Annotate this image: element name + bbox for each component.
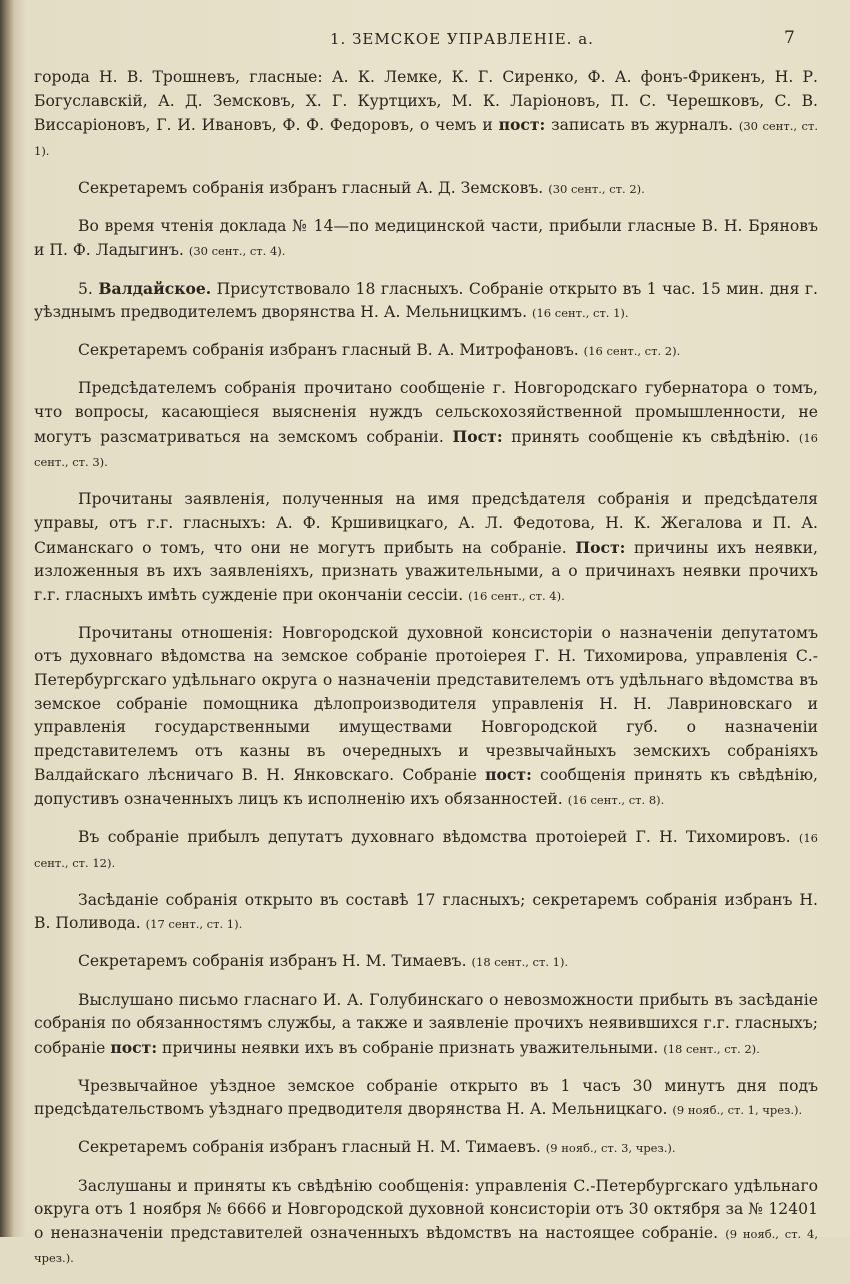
paragraph-text: принять сообщеніе къ свѣдѣнію. (502, 427, 799, 446)
paragraph-text: 5. (78, 279, 99, 298)
paragraph-text: Секретаремъ собранія избранъ Н. М. Тимаевъ. (78, 952, 472, 971)
running-head: 1. ЗЕМСКОЕ УПРАВЛЕНІЕ. а. (330, 30, 594, 48)
reference-note: (16 сент., ст. 4). (468, 588, 565, 603)
page-number: 7 (784, 28, 795, 48)
paragraph (34, 277, 818, 326)
paragraph-text: записать въ журналъ. (545, 116, 739, 135)
reference-note: (17 сент., ст. 1). (145, 917, 243, 932)
paragraph-text: Присутствовало 18 гласныхъ. Собраніе открыто въ 1 час. 15 мин. дня г. уѣзднымъ предводителемъ дворянства Н. А. Мельницкимъ. (34, 279, 819, 322)
resolution-mark: пост: (485, 765, 532, 785)
paragraph-text: Засѣданіе собранія открыто въ составѣ 17 гласныхъ; секретаремъ собранія избранъ Н. В. Поливода. (34, 890, 818, 933)
resolution-mark: Пост: (452, 426, 503, 446)
paragraph-text: Прочитаны заявленія, полученныя на имя предсѣдателя собранія и предсѣдателя управы, отъ г.г. гласныхъ: А. Ф. Кршивицкаго, А. Л. Федотова, Н. К. Жегалова и П. А. Симанскаго о томъ, что они не могутъ прибыть на собраніе. (34, 490, 818, 557)
page-body (34, 66, 818, 1284)
resolution-mark: пост: (498, 115, 546, 135)
reference-note: (30 сент., ст. 1). (34, 119, 819, 158)
paragraph-text: Прочитаны отношенія: Новгородской духовной консисторіи о назначеніи депутатомъ отъ духовнаго вѣдомства на земское собраніе протоіерея Г. Н. Тихомирова, управленія С.-Петербургскаго удѣльнаго округа о назначеніи представителемъ отъ удѣльнаго вѣдомства въ земское собраніе помощника дѣлопроизводителя управленія Н. Н. Лавриновскаго и управленія государственными имуществами Новгородской губ. о назначеніи представителемъ отъ казны въ очередныхъ и чрезвычайныхъ земскихъ собраніяхъ Валдайскаго лѣсничаго В. Н. Янковскаго. Собраніе (34, 623, 818, 785)
reference-note: (16 сент., ст. 12). (34, 831, 818, 870)
reference-note: (18 сент., ст. 2). (663, 1041, 760, 1056)
paragraph-text: Выслушано письмо гласнаго И. А. Голубинскаго о невозможности прибыть въ засѣданіе собранія по обязанностямъ службы, а также и заявленіе прочихъ неявившихся г.г. гласныхъ; собраніе (34, 990, 818, 1057)
paragraph-text: Секретаремъ собранія избранъ гласный В. А. Митрофановъ. (78, 341, 584, 360)
paragraph-text: Въ собраніе прибылъ депутатъ духовнаго вѣдомства протоіерей Г. Н. Тихомировъ. (78, 828, 799, 847)
reference-note: (16 сент., ст. 8). (567, 792, 665, 807)
paragraph (34, 1075, 818, 1123)
reference-note: (30 сент., ст. 4). (188, 243, 286, 258)
paragraph-text: Во время чтенія доклада № 14—по медицинской части, прибыли гласные В. Н. Бряновъ и П. Ф. Ладыгинъ. (34, 216, 818, 259)
paragraph (34, 177, 818, 202)
reference-note: (9 нояб., ст. 1, чрез.). (672, 1103, 803, 1118)
paragraph-text: Секретаремъ собранія избранъ гласный А. Д. Земсковъ. (78, 178, 549, 197)
paragraph (34, 622, 818, 813)
resolution-mark: Валдайское. (98, 278, 212, 298)
paragraph-text: города Н. В. Трошневъ, гласные: А. К. Лемке, К. Г. Сиренко, Ф. А. фонъ-Фрикенъ, Н. Р. Богуславскій, А. Д. Земсковъ, Х. Г. Куртцихъ, М. К. Ларіоновъ, П. С. Черешковъ, С. В. Виссаріоновъ, Г. И. Ивановъ, Ф. Ф. Федоровъ, о чемъ и (34, 68, 818, 135)
paragraph (34, 1175, 818, 1271)
reference-note: (9 нояб., ст. 4, чрез.). (34, 1226, 818, 1266)
reference-note: (18 сент., ст. 1). (471, 955, 569, 970)
paragraph (34, 989, 818, 1062)
paragraph (34, 950, 818, 975)
paragraph (34, 339, 818, 364)
reference-note: (16 сент., ст. 2). (583, 344, 681, 359)
paragraph-text: Секретаремъ собранія избранъ гласный Н. М. Тимаевъ. (78, 1138, 546, 1157)
paragraph-text: Заслушаны и приняты къ свѣдѣнію сообщенія: управленія С.-Петербургскаго удѣльнаго округа отъ 1 ноября № 6666 и Новгородской духовной консисторіи отъ 30 октября за № 12401 о неназначеніи представителей означенныхъ вѣдомствъ на настоящее собраніе. (34, 1176, 818, 1242)
paragraph-text: причины неявки ихъ въ собраніе признать уважительными. (157, 1038, 664, 1057)
paragraph (34, 215, 818, 263)
paragraph (34, 377, 818, 474)
paragraph-text: Чрезвычайное уѣздное земское собраніе открыто въ 1 часъ 30 минутъ дня подъ предсѣдательствомъ уѣзднаго предводителя дворянства Н. А. Мельницкаго. (34, 1076, 818, 1119)
paragraph-text: причины ихъ неявки, изложенныя въ ихъ заявленіяхъ, признать уважительными, а о причинахъ неявки прочихъ г.г. гласныхъ имѣть сужденіе при окончаніи сессіи. (34, 538, 819, 604)
page-header (0, 28, 850, 52)
paragraph (34, 1136, 818, 1161)
paragraph-text: Предсѣдателемъ собранія прочитано сообщеніе г. Новгородскаго губернатора о томъ, что вопросы, касающіеся выясненія нуждъ сельскохозяйственной промышленности, не могутъ разсматриваться на земскомъ собраніи. (34, 379, 818, 446)
reference-note: (16 сент., ст. 3). (34, 430, 818, 470)
resolution-mark: пост: (110, 1037, 158, 1057)
paragraph (34, 826, 818, 875)
reference-note: (30 сент., ст. 2). (548, 181, 645, 196)
paragraph (34, 66, 818, 163)
reference-note: (16 сент., ст. 1). (531, 306, 629, 321)
paragraph (34, 488, 818, 608)
paragraph-text: сообщенія принять къ свѣдѣнію, допустивъ означенныхъ лицъ къ исполненію ихъ обязанностей. (34, 766, 818, 808)
reference-note: (9 нояб., ст. 3, чрез.). (545, 1141, 676, 1156)
paragraph (34, 889, 818, 937)
resolution-mark: Пост: (575, 537, 626, 557)
